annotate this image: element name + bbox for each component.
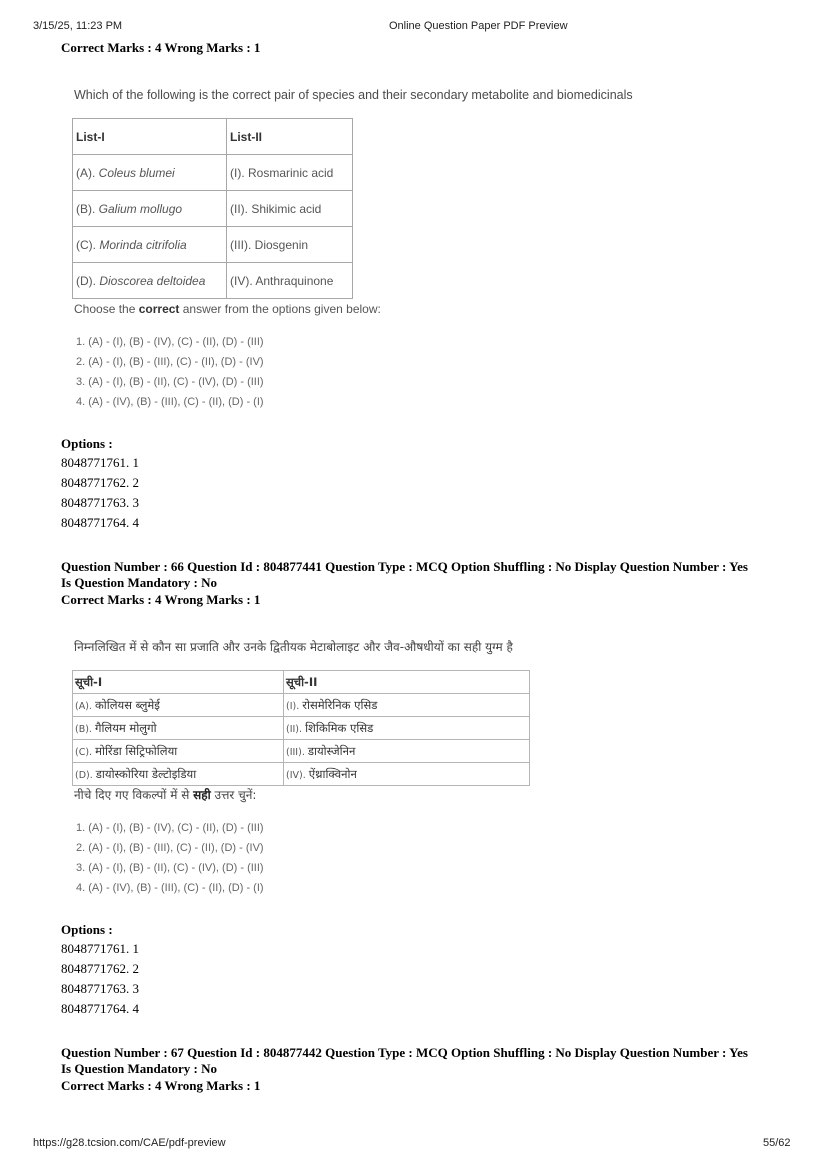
option-item: 8048771761. 1 [61,941,139,956]
table-row [73,694,530,717]
print-title: Online Question Paper PDF Preview [389,20,568,32]
q65-marks: Correct Marks : 4 Wrong Marks : 1 [61,40,261,55]
list-i-header: List-I [73,119,227,155]
list-i-cell: (A). कोलियस ब्लुमेई [73,694,284,717]
list-ii-cell: (II). Shikimic acid [227,191,353,227]
list-ii-cell: (IV). ऐंथ्राक्विनोन [284,763,530,786]
list-ii-cell: (IV). Anthraquinone [227,263,353,299]
q65-options-label: Options : [61,436,113,451]
q65-question-text: Which of the following is the correct pair of species and their secondary metabolite and biomedicinals [74,88,633,102]
list-ii-cell: (I). रोसमेरिनिक एसिड [284,694,530,717]
table-header-row [73,671,530,694]
q67-marks: Correct Marks : 4 Wrong Marks : 1 [61,1078,261,1093]
list-ii-cell: (III). Diosgenin [227,227,353,263]
list-i-cell: (B). Galium mollugo [73,191,227,227]
list-i-cell: (A). Coleus blumei [73,155,227,191]
q67-meta-line2: Is Question Mandatory : No [61,1061,218,1076]
q66-options [61,939,139,1019]
list-item: 2. (A) - (I), (B) - (III), (C) - (II), (D) - (IV) [76,356,264,368]
option-item: 8048771763. 3 [61,981,139,996]
table-row [73,227,353,263]
list-i-cell: (C). Morinda citrifolia [73,227,227,263]
option-item: 8048771762. 2 [61,475,139,490]
q66-meta-line2: Is Question Mandatory : No [61,575,218,590]
table-row [73,740,530,763]
q65-answer-list [76,332,264,412]
suchi-ii-header: सूची-II [284,671,530,694]
list-ii-cell: (II). शिकिमिक एसिड [284,717,530,740]
q66-marks: Correct Marks : 4 Wrong Marks : 1 [61,592,261,607]
table-row [73,155,353,191]
q66-question-text: निम्नलिखित में से कौन सा प्रजाति और उनके द्वितीयक मेटाबोलाइट और जैव-औषधीयों का सही युग्म है [74,640,513,654]
table-row [73,717,530,740]
table-row [73,763,530,786]
table-row [73,191,353,227]
q66-options-label: Options : [61,922,113,937]
option-item: 8048771764. 4 [61,1001,139,1016]
print-datetime: 3/15/25, 11:23 PM [33,20,123,32]
suchi-i-header: सूची-I [73,671,284,694]
list-item: 3. (A) - (I), (B) - (II), (C) - (IV), (D) - (III) [76,376,264,388]
table-header-row [73,119,353,155]
option-item: 8048771763. 3 [61,495,139,510]
q65-choose-instruction: Choose the correct answer from the options given below: [74,302,381,316]
print-page-number: 55/62 [763,1137,791,1149]
option-item: 8048771762. 2 [61,961,139,976]
list-item: 4. (A) - (IV), (B) - (III), (C) - (II), (D) - (I) [76,882,264,894]
list-ii-header: List-II [227,119,353,155]
list-item: 4. (A) - (IV), (B) - (III), (C) - (II), (D) - (I) [76,396,264,408]
list-ii-cell: (I). Rosmarinic acid [227,155,353,191]
option-item: 8048771764. 4 [61,515,139,530]
table-row [73,263,353,299]
q65-options [61,453,139,533]
q66-answer-list [76,818,264,898]
list-i-cell: (C). मोरिंडा सिट्रिफोलिया [73,740,284,763]
list-i-cell: (B). गैलियम मोलुगो [73,717,284,740]
list-item: 1. (A) - (I), (B) - (IV), (C) - (II), (D) - (III) [76,822,264,834]
option-item: 8048771761. 1 [61,455,139,470]
list-item: 1. (A) - (I), (B) - (IV), (C) - (II), (D) - (III) [76,336,264,348]
q65-match-table [72,118,353,299]
q67-meta-line1: Question Number : 67 Question Id : 804877442 Question Type : MCQ Option Shuffling : No Display Question Number : Yes [61,1045,748,1060]
list-item: 3. (A) - (I), (B) - (II), (C) - (IV), (D) - (III) [76,862,264,874]
print-url: https://g28.tcsion.com/CAE/pdf-preview [33,1137,226,1149]
list-item: 2. (A) - (I), (B) - (III), (C) - (II), (D) - (IV) [76,842,264,854]
list-i-cell: (D). Dioscorea deltoidea [73,263,227,299]
list-ii-cell: (III). डायोस्जेनिन [284,740,530,763]
q66-choose-instruction: नीचे दिए गए विकल्पों में से सही उत्तर चुनें: [74,788,257,802]
q66-match-table [72,670,530,786]
q66-meta-line1: Question Number : 66 Question Id : 804877441 Question Type : MCQ Option Shuffling : No Display Question Number : Yes [61,559,748,574]
list-i-cell: (D). डायोस्कोरिया डेल्टोइडिया [73,763,284,786]
